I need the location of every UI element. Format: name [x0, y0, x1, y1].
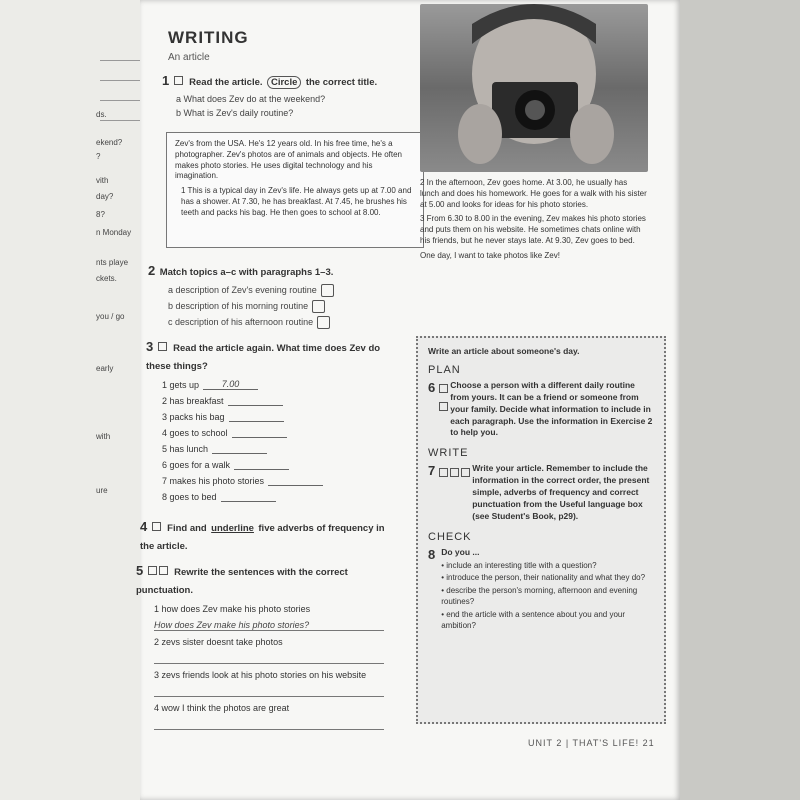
exercise-7: [428, 463, 654, 522]
previous-page-fragment: you / go: [96, 312, 125, 321]
article-intro: Zev's from the USA. He's 12 years old. In his free time, he's a photographer. Zev's photos are of animals and objects. He often makes photo stories. He uses digital technology and his imagination.: [175, 139, 402, 181]
page-subheading: An article: [168, 52, 210, 63]
title-option-a[interactable]: a What does Zev do at the weekend?: [176, 94, 326, 104]
previous-page-fragment: nts playe: [96, 258, 129, 267]
exercise-2: [148, 262, 408, 332]
instruction: Read the article.: [189, 77, 263, 88]
match-option-label: a description of Zev's evening routine: [168, 284, 317, 295]
list-item: [162, 443, 406, 454]
workbook-page: [136, 0, 680, 800]
difficulty-box-icon: [439, 402, 448, 411]
previous-page-fragment: early: [96, 364, 114, 373]
previous-page-fragment: ds.: [96, 110, 107, 119]
panel-title: Write an article about someone's day.: [428, 346, 580, 356]
exercise-number: 6: [428, 379, 436, 395]
exercise-6-text: Choose a person with a different daily routine from yours. It can be a friend or someone from your family. Decide what information to include in each paragraph. Use the information in Exercise 2 to help you.: [450, 379, 653, 438]
difficulty-box-icon: [439, 384, 448, 393]
answer-blank[interactable]: [232, 427, 287, 438]
answer-blank[interactable]: [234, 459, 289, 470]
writing-task-panel: [416, 336, 666, 724]
exercise-5: [136, 562, 406, 736]
match-option-label: c description of his afternoon routine: [168, 316, 314, 327]
difficulty-box-icon: [450, 468, 459, 477]
exercise-number: 4: [140, 519, 148, 534]
instruction: Find and: [167, 523, 207, 534]
checklist-item: • end the article with a sentence about you and your ambition?: [441, 609, 626, 630]
exercise-6: [428, 380, 654, 439]
item-label: 2 zevs sister doesnt take photos: [154, 637, 283, 647]
instruction: Match topics a–c with paragraphs 1–3.: [159, 267, 334, 278]
answer-blank[interactable]: [221, 491, 276, 502]
previous-page-fragment: ckets.: [96, 274, 117, 283]
item-label: 2 has breakfast: [162, 396, 224, 406]
underline-word: underline: [211, 523, 254, 534]
answer-line[interactable]: [154, 719, 384, 730]
previous-page-fragment: vith: [96, 176, 109, 185]
answer-blank[interactable]: 7.00: [203, 379, 258, 390]
previous-page-rule: [100, 120, 140, 121]
checklist-item: • describe the person's morning, afternoon and evening routines?: [441, 586, 638, 607]
item-label: 3 packs his bag: [162, 412, 225, 422]
previous-page-fragment: n Monday: [96, 228, 132, 237]
exercise-4: [140, 518, 400, 554]
exercise-8: [428, 547, 654, 634]
match-option: [168, 300, 408, 313]
previous-page-fragment: ?: [96, 152, 101, 161]
article-closing: One day, I want to take photos like Zev!: [420, 250, 560, 260]
boy-with-camera-photo: [420, 4, 648, 172]
list-item: [162, 395, 406, 406]
previous-page-rule: [100, 100, 140, 101]
background-surface: [680, 0, 800, 800]
list-item: [162, 459, 406, 470]
item-label: 1 how does Zev make his photo stories: [154, 604, 311, 614]
exercise-number: 8: [428, 546, 436, 562]
list-item: [162, 427, 406, 438]
exercise-number: 2: [148, 263, 156, 278]
checklist-item: • introduce the person, their nationality and what they do?: [441, 573, 646, 583]
previous-page-fragment: ekend?: [96, 138, 123, 147]
write-label: WRITE: [428, 447, 469, 460]
list-item: [154, 703, 406, 730]
exercise-number: 3: [146, 339, 154, 354]
item-label: 4 goes to school: [162, 428, 228, 438]
previous-page-rule: [100, 80, 140, 81]
previous-page-fragment: 8?: [96, 210, 105, 219]
previous-page-fragment: with: [96, 432, 111, 441]
item-label: 6 goes for a walk: [162, 460, 231, 470]
article-continued: [420, 178, 648, 262]
difficulty-box-icon: [158, 342, 167, 351]
instruction: Rewrite the sentences with the correct punctuation.: [136, 567, 348, 596]
photo-illustration: [420, 4, 648, 172]
previous-page-fragment: day?: [96, 192, 114, 201]
article-paragraph-2: 2 In the afternoon, Zev goes home. At 3.00, he usually has lunch and does his homework. He goes for a walk with his sister at 5.00 and looks for ideas for his photo stories.: [420, 178, 647, 209]
exercise-1: [162, 72, 402, 118]
item-label: 3 zevs friends look at his photo stories on his website: [154, 670, 367, 680]
article-paragraph-3: 3 From 6.30 to 8.00 in the evening, Zev makes his photo stories and puts them on his website. He sometimes chats online with his friends, but he never stays late. At 9.30, Zev goes to bed.: [420, 214, 646, 245]
list-item: [162, 411, 406, 422]
checklist-item: • include an interesting title with a question?: [441, 560, 597, 570]
page-heading: WRITING: [168, 28, 249, 47]
instruction-end: five adverbs of frequency in the article.: [140, 523, 385, 552]
list-item: [154, 604, 406, 631]
page-footer: UNIT 2 | THAT'S LIFE! 21: [528, 738, 655, 748]
plan-label: PLAN: [428, 363, 461, 376]
title-option-b[interactable]: b What is Zev's daily routine?: [176, 108, 294, 118]
answer-line[interactable]: How does Zev make his photo stories?: [154, 620, 384, 631]
article-paragraph-1: 1 This is a typical day in Zev's life. He always gets up at 7.00 and has a shower. At 7.30, he has breakfast. At 7.45, he brushes his teeth and packs his bag. He then goes to school at 8.00.: [181, 186, 412, 217]
difficulty-box-icon: [152, 522, 161, 531]
item-label: 8 goes to bed: [162, 492, 217, 502]
answer-checkbox[interactable]: [312, 300, 325, 313]
difficulty-box-icon: [461, 468, 470, 477]
previous-page-rule: [100, 60, 140, 61]
answer-checkbox[interactable]: [321, 284, 334, 297]
list-item: [154, 670, 406, 697]
answer-line[interactable]: [154, 653, 384, 664]
difficulty-box-icon: [439, 468, 448, 477]
list-item: [154, 637, 406, 664]
exercise-number: 7: [428, 463, 436, 479]
difficulty-box-icon: [159, 566, 168, 575]
match-option: [168, 284, 408, 297]
article-box: [166, 132, 424, 248]
answer-blank[interactable]: [212, 443, 267, 454]
instruction: Read the article again. What time does Zev do these things?: [146, 343, 381, 372]
exercise-7-text: Write your article. Remember to include the information in the correct order, the present simple, adverbs of frequency and correct punctuation from the Useful language box (see Student's Book, p29).: [472, 463, 650, 521]
list-item: [162, 475, 406, 486]
difficulty-box-icon: [174, 76, 183, 85]
match-option-label: b description of his morning routine: [168, 300, 309, 311]
item-label: 1 gets up: [162, 380, 200, 390]
exercise-number: 1: [162, 73, 170, 88]
answer-checkbox[interactable]: [317, 316, 330, 329]
answer-blank[interactable]: [228, 395, 283, 406]
exercise-number: 5: [136, 563, 144, 578]
previous-page-fragment: ure: [96, 486, 108, 495]
exercise-8-intro: Do you ...: [441, 546, 480, 557]
item-label: 4 wow I think the photos are great: [154, 703, 290, 713]
instruction-end: the correct title.: [305, 77, 378, 88]
check-label: CHECK: [428, 530, 472, 543]
exercise-3: [146, 338, 406, 507]
item-label: 7 makes his photo stories: [162, 476, 265, 486]
answer-line[interactable]: [154, 686, 384, 697]
difficulty-box-icon: [148, 566, 157, 575]
answer-blank[interactable]: [229, 411, 284, 422]
answer-blank[interactable]: [268, 475, 323, 486]
previous-page: [0, 0, 140, 800]
item-label: 5 has lunch: [162, 444, 209, 454]
match-option: [168, 316, 408, 329]
list-item: [162, 379, 406, 390]
circled-word: Circle: [267, 76, 301, 89]
list-item: [162, 491, 406, 502]
